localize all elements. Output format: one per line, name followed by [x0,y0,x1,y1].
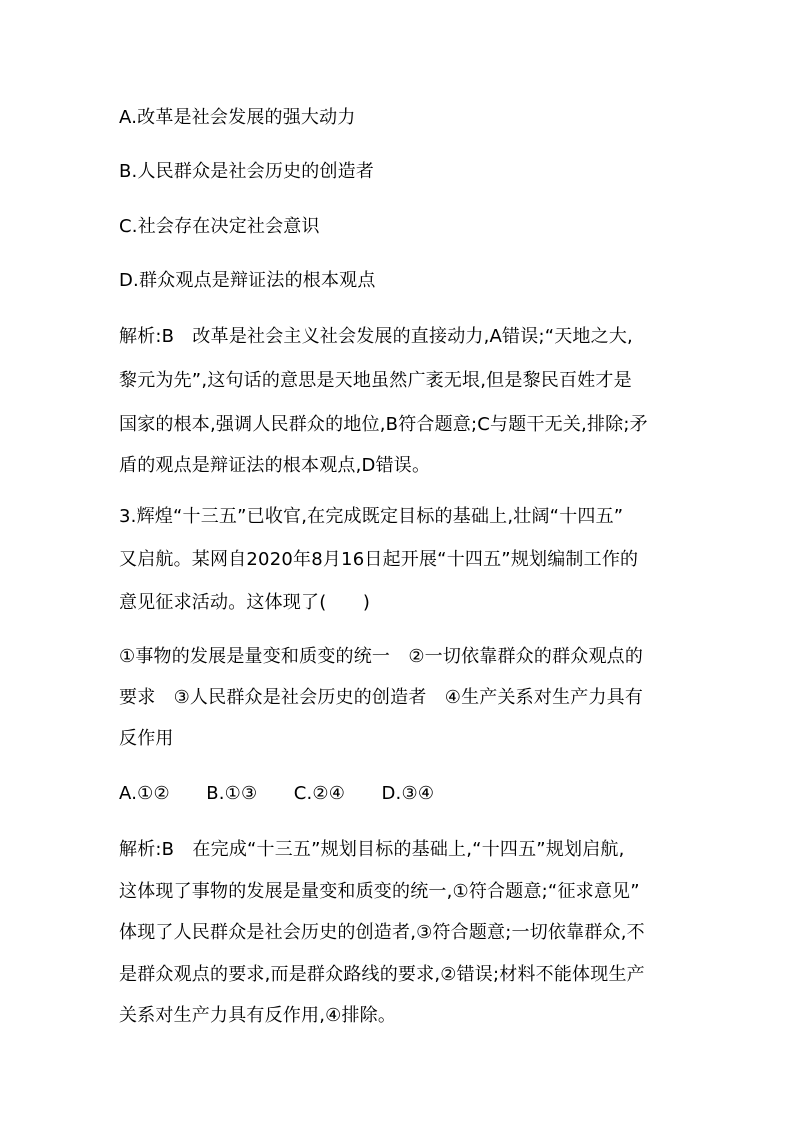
q2-option-b: B.人民群众是社会历史的创造者 [119,161,375,182]
q2-option-d: D.群众观点是辩证法的根本观点 [119,270,376,291]
q3-analysis-line: 是群众观点的要求,而是群众路线的要求,②错误;材料不能体现生产 [119,964,645,985]
q3-analysis-line: 解析:B 在完成“十三五”规划目标的基础上,“十四五”规划启航, [119,839,625,860]
q2-analysis-line: 解析:B 改革是社会主义社会发展的直接动力,A错误;“天地之大, [119,326,633,347]
q3-statement-line: 要求 ③人民群众是社会历史的创造者 ④生产关系对生产力具有 [119,687,644,708]
q3-stem-line: 又启航。某网自2020年8月16日起开展“十四五”规划编制工作的 [119,549,639,570]
q3-statement-line: 反作用 [119,728,174,749]
q3-analysis-line: 这体现了事物的发展是量变和质变的统一,①符合题意;“征求意见” [119,881,640,902]
q2-analysis-line: 黎元为先”,这句话的意思是天地虽然广袤无垠,但是黎民百姓才是 [119,370,632,391]
q2-analysis-line: 国家的根本,强调人民群众的地位,B符合题意;C与题干无关,排除;矛 [119,414,648,435]
q3-analysis-line: 关系对生产力具有反作用,④排除。 [119,1005,397,1026]
q2-analysis-line: 盾的观点是辩证法的根本观点,D错误。 [119,455,431,476]
q3-statement-line: ①事物的发展是量变和质变的统一 ②一切依靠群众的群众观点的 [119,646,644,667]
q3-analysis-line: 体现了人民群众是社会历史的创造者,③符合题意;一切依靠群众,不 [119,922,645,943]
q2-option-a: A.改革是社会发展的强大动力 [119,107,356,128]
q3-choices: A.①② B.①③ C.②④ D.③④ [119,783,435,804]
q3-stem-line: 意见征求活动。这体现了( ) [119,592,371,613]
q2-option-c: C.社会存在决定社会意识 [119,216,320,237]
q3-stem-line: 3.辉煌“十三五”已收官,在完成既定目标的基础上,壮阔“十四五” [119,506,624,527]
